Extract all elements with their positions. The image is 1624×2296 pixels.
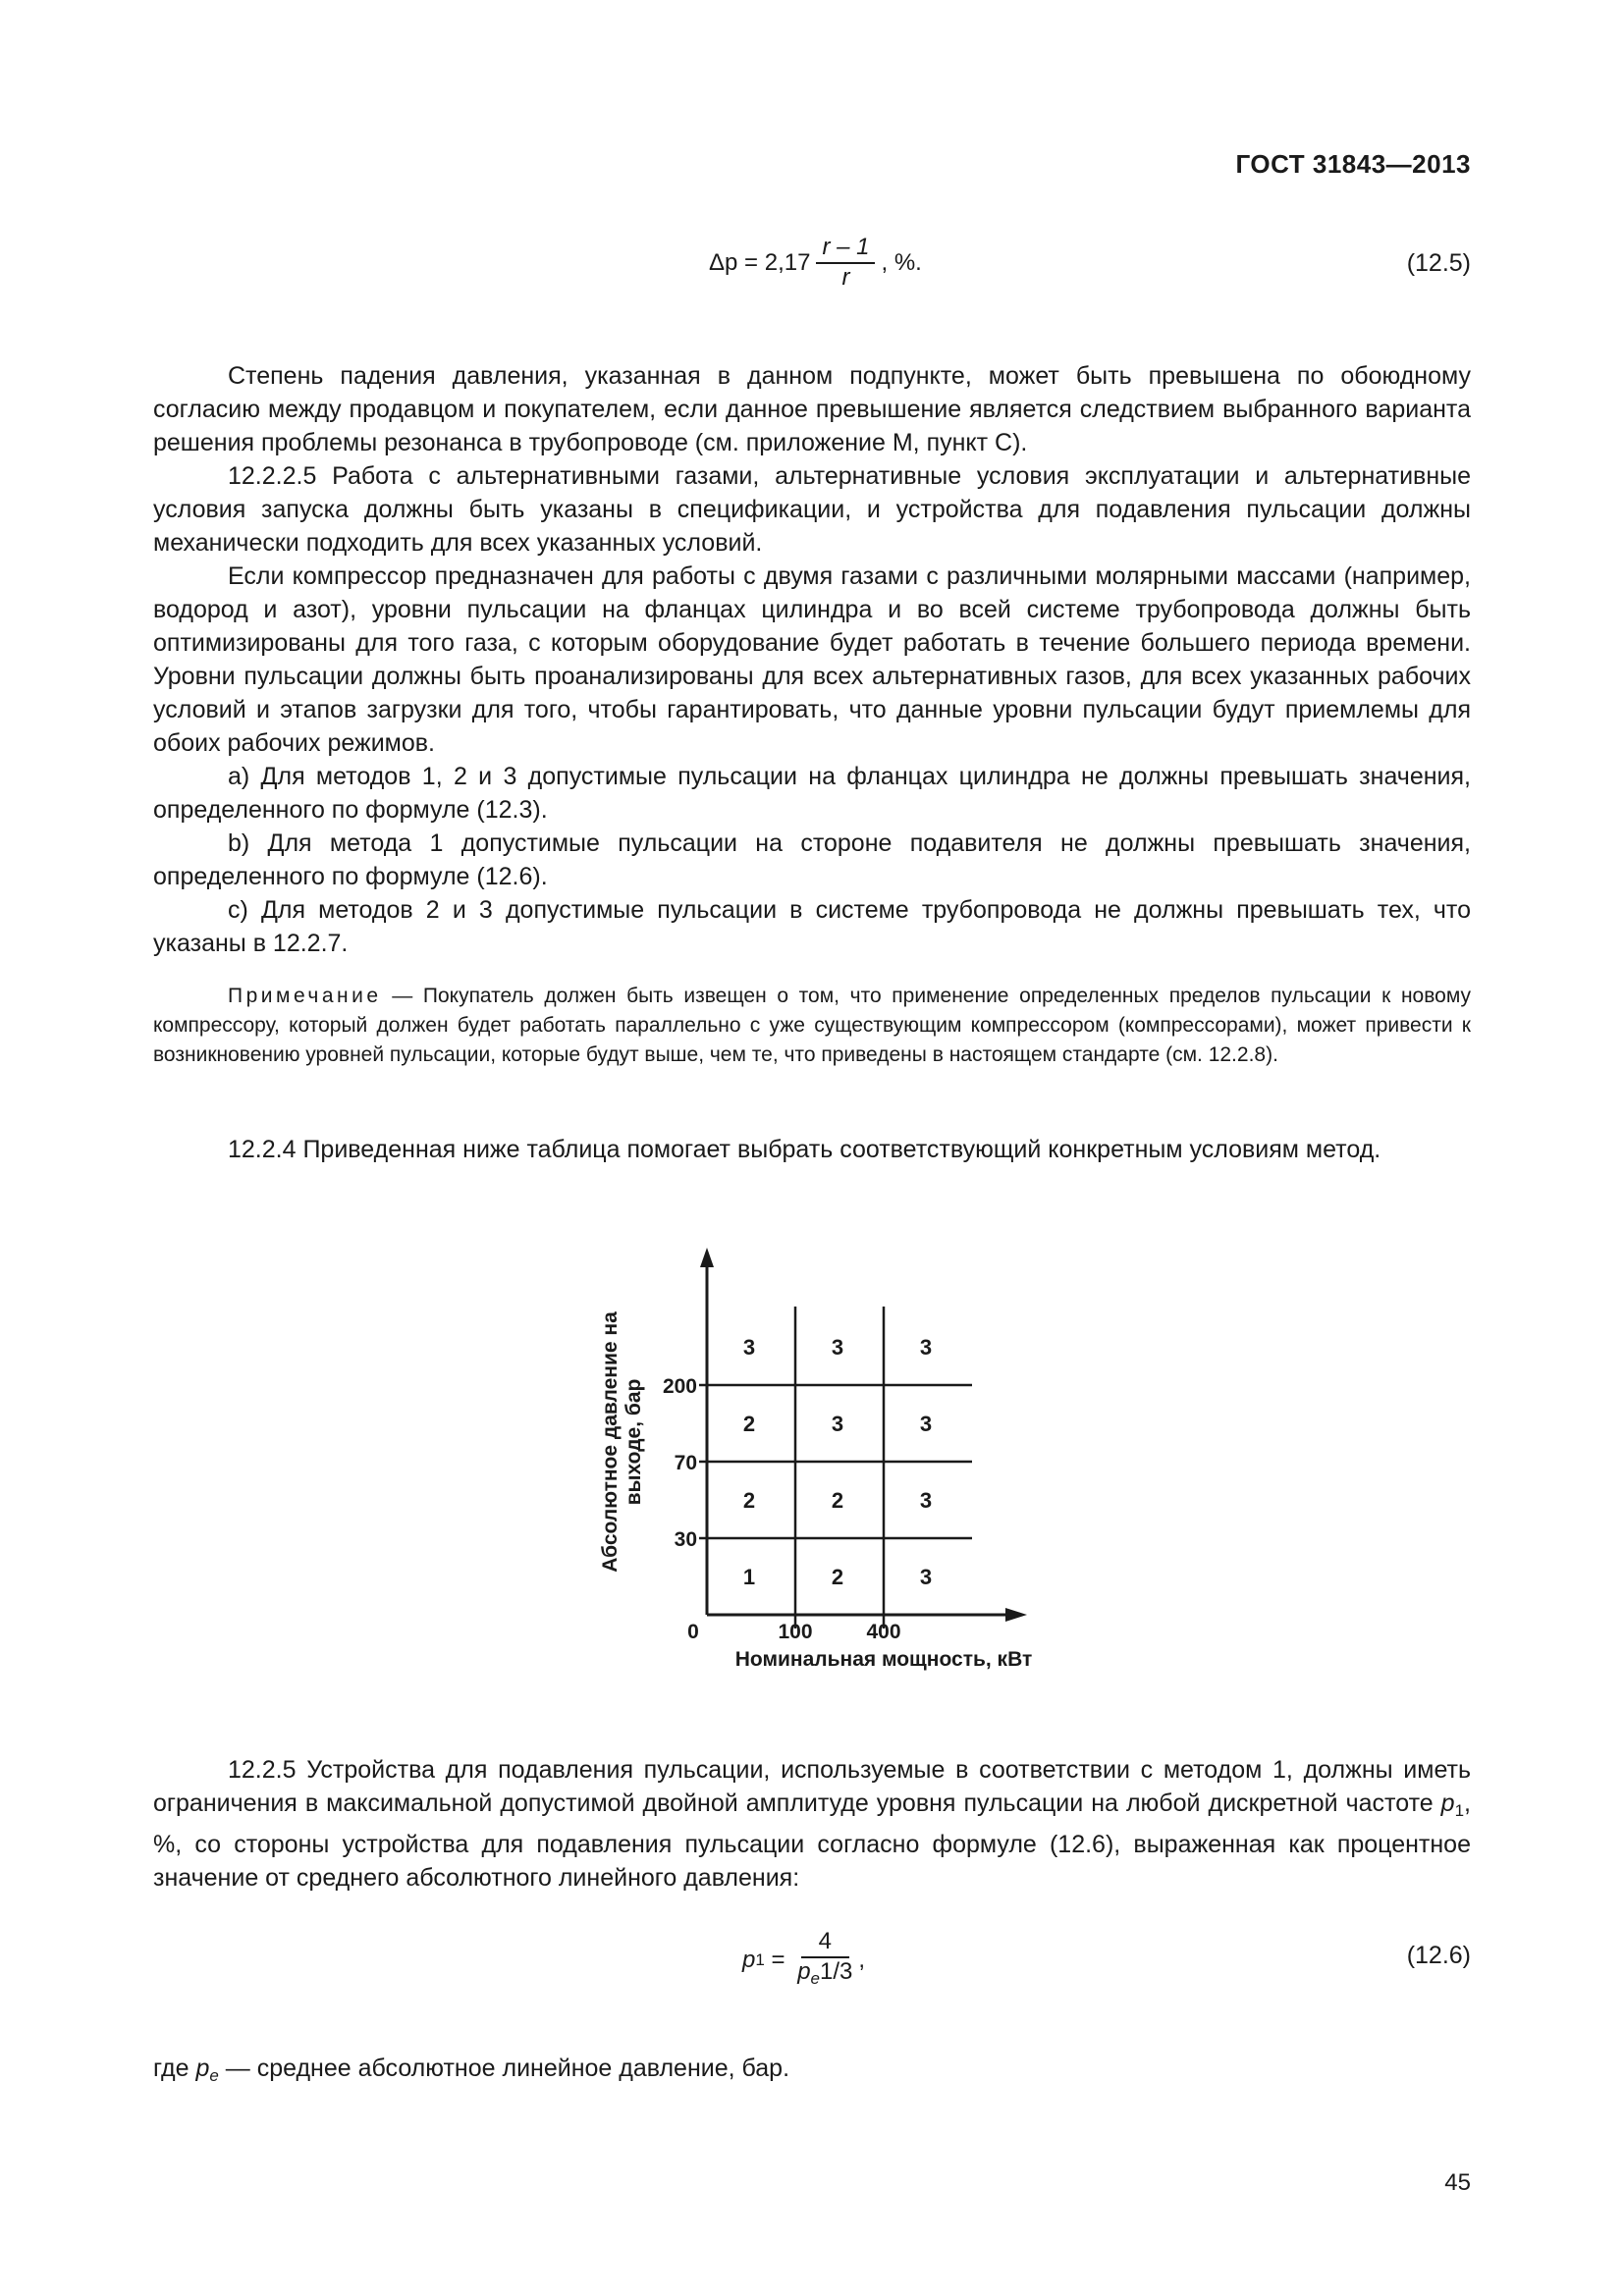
cell-value: 3 xyxy=(831,1412,844,1436)
x-tick-label: 400 xyxy=(866,1621,901,1643)
paragraph: 12.2.4 Приведенная ниже таблица помогает выбрать соответствующий конкретным условиям метод. xyxy=(228,1136,1381,1163)
x-tick-label: 0 xyxy=(687,1621,699,1643)
cell-value: 3 xyxy=(919,1565,933,1589)
p1225-subscript: 1 xyxy=(1454,1801,1465,1820)
note-block xyxy=(153,982,1471,1070)
cell-value: 1 xyxy=(742,1565,756,1589)
x-axis-label: Номинальная мощность, кВт xyxy=(734,1648,1033,1671)
eq-12-5-number: (12.5) xyxy=(1406,249,1471,277)
eq-12-6-fraction xyxy=(797,1928,852,1993)
eq-12-6-suffix: , xyxy=(858,1947,866,1973)
eq-12-5-denominator: r xyxy=(841,264,850,291)
eq-12-6-numerator: 4 xyxy=(801,1928,849,1958)
x-axis-arrow xyxy=(1005,1608,1027,1622)
p1225-part2: , %, со стороны устройства для подавления пульсации согласно формуле (12.6), выраженная как процентное значение от среднего абсолютного линейного давления: xyxy=(153,1789,1471,1892)
eq-12-6-denominator xyxy=(797,1958,852,1993)
paragraph: Степень падения давления, указанная в данном подпункте, может быть превышена по обоюдному согласию между продавцом и покупателем, если данное превышение является следствием выбранного варианта решения проблемы резонанса в трубопроводе (см. приложение М, пункт С). xyxy=(153,362,1471,456)
eq-12-6-den-sub: e xyxy=(810,1969,821,1988)
p1225-symbol: p xyxy=(1440,1789,1455,1817)
eq-12-5-lhs: Δp = 2,17 xyxy=(709,248,811,276)
method-selection-chart xyxy=(589,1232,1041,1693)
body-text-1225 xyxy=(153,1753,1471,1895)
eq-12-5-suffix: , %. xyxy=(881,248,922,276)
where-text: — среднее абсолютное линейное давление, бар. xyxy=(218,2055,790,2082)
cell-value: 3 xyxy=(919,1335,933,1360)
paragraph: a) Для методов 1, 2 и 3 допустимые пульсации на фланцах цилиндра не должны превышать значения, определенного по формуле (12.3). xyxy=(153,763,1471,824)
eq-12-6-number: (12.6) xyxy=(1406,1942,1471,1969)
paragraph: Если компрессор предназначен для работы с двумя газами с различными молярными массами (например, водород и азот), уровни пульсации на фланцах цилиндра и во всей системе трубопровода должны быть оптимизированы для того газа, с которым оборудование будет работать в течение большего периода времени. Уровни пульсации должны быть проанализированы для всех альтернативных газов, для всех указанных рабочих условий и этапов загрузки для того, чтобы гарантировать, что данные уровни пульсации будут приемлемы для обоих рабочих режимов. xyxy=(153,562,1471,757)
cell-value: 3 xyxy=(919,1412,933,1436)
where-symbol: p xyxy=(195,2055,210,2082)
eq-12-6-lhs: p xyxy=(742,1947,756,1973)
cell-value: 2 xyxy=(742,1488,756,1513)
y-axis-arrow xyxy=(700,1248,714,1267)
cell-value: 2 xyxy=(742,1412,756,1436)
p1225-part1: 12.2.5 Устройства для подавления пульсации, используемые в соответствии с методом 1, должны иметь ограничения в максимальной допустимой двойной амплитуде уровня пульсации на любой дискретной частоте xyxy=(153,1756,1471,1817)
cell-value: 3 xyxy=(831,1335,844,1360)
paragraph xyxy=(153,1753,1471,1895)
eq-12-6-den-symbol: p xyxy=(797,1958,811,1985)
y-tick-label: 30 xyxy=(674,1528,697,1551)
paragraph: c) Для методов 2 и 3 допустимые пульсации в системе трубопровода не должны превышать тех, что указаны в 12.2.7. xyxy=(153,896,1471,957)
y-axis-label-line2: выходе, бар xyxy=(623,1378,645,1506)
eq-12-5-fraction xyxy=(816,234,875,292)
where-line xyxy=(153,2052,1471,2093)
body-text-top xyxy=(153,359,1471,960)
eq-12-6-den-power: 1/3 xyxy=(820,1958,853,1985)
eq-12-5-numerator: r – 1 xyxy=(816,234,875,264)
cell-value: 2 xyxy=(831,1565,844,1589)
cell-value: 3 xyxy=(919,1488,933,1513)
cell-value: 2 xyxy=(831,1488,844,1513)
cell-value: 3 xyxy=(742,1335,756,1360)
note-label: Примечание xyxy=(228,985,382,1007)
y-tick-label: 70 xyxy=(674,1452,697,1474)
eq-12-6-lhs-sub: 1 xyxy=(755,1950,765,1969)
eq-12-6-equals: = xyxy=(764,1947,792,1973)
document-header: ГОСТ 31843—2013 xyxy=(1235,149,1471,179)
equation-12-5 xyxy=(153,228,1471,316)
where-prefix: где xyxy=(153,2055,196,2082)
y-axis-label-line1: Абсолютное давление на xyxy=(599,1311,622,1573)
paragraph: b) Для метода 1 допустимые пульсации на стороне подавителя не должны превышать значения, определенного по формуле (12.6). xyxy=(153,829,1471,890)
equation-12-6 xyxy=(153,1924,1471,2012)
paragraph: 12.2.2.5 Работа с альтернативными газами, альтернативные условия эксплуатации и альтернативные условия запуска должны быть указаны в спецификации, и устройства для подавления пульсации должны механически подходить для всех указанных условий. xyxy=(153,462,1471,557)
page-number: 45 xyxy=(1444,2169,1471,2196)
body-text-1224 xyxy=(153,1133,1471,1166)
x-tick-label: 100 xyxy=(778,1621,813,1643)
y-tick-label: 200 xyxy=(662,1375,697,1398)
note-text: — Покупатель должен быть извещен о том, что применение определенных пределов пульсации к новому компрессору, который должен будет работать параллельно с уже существующим компрессором (компрессорами), может привести к возникновению уровней пульсации, которые будут выше, чем те, что приведены в настоящем стандарте (см. 12.2.8). xyxy=(153,985,1471,1066)
where-subscript: e xyxy=(209,2066,219,2085)
